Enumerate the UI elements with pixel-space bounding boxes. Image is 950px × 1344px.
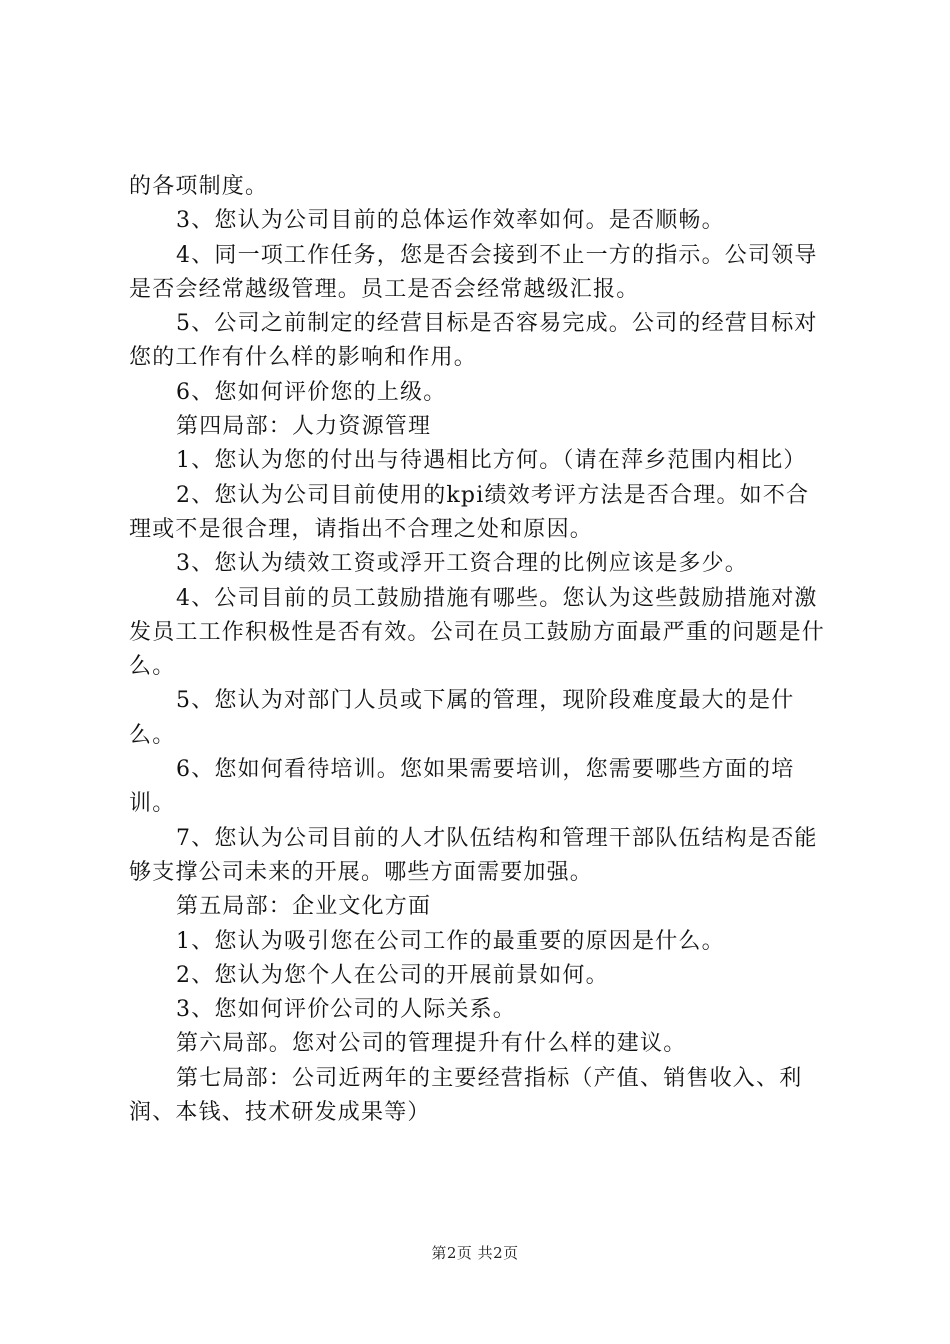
paragraph-item: 5、公司之前制定的经营目标是否容易完成。公司的经营目标对您的工作有什么样的影响和作用。 [129,311,818,371]
paragraph-item: 6、您如何评价您的上级。 [176,379,447,405]
paragraph-item: 2、您认为您个人在公司的开展前景如何。 [176,962,609,988]
paragraph-item: 3、您认为公司目前的总体运作效率如何。是否顺畅。 [176,208,725,234]
section-heading: 第四局部：人力资源管理 [176,414,432,440]
paragraph-item: 1、您认为吸引您在公司工作的最重要的原因是什么。 [176,928,725,954]
paragraph-item: 5、您认为对部门人员或下属的管理，现阶段难度最大的是什么。 [129,688,795,748]
paragraph-continuation: 的各项制度。 [129,174,269,199]
paragraph-item: 4、同一项工作任务，您是否会接到不止一方的指示。公司领导是否会经常越级管理。员工是否会经常越级汇报。 [129,242,818,302]
paragraph-item: 7、您认为公司目前的人才队伍结构和管理干部队伍结构是否能够支撑公司未来的开展。哪些方面需要加强。 [129,825,818,885]
page-footer: 第2页 共2页 [431,1244,519,1262]
paragraph-item: 3、您如何评价公司的人际关系。 [176,997,516,1023]
section-heading: 第七局部：公司近两年的主要经营指标（产值、销售收入、利润、本钱、技术研发成果等） [129,1065,803,1126]
paragraph-item: 2、您认为公司目前使用的kpi绩效考评方法是否合理。如不合理或不是很合理，请指出不合理之处和原因。 [129,482,810,542]
section-heading: 第五局部：企业文化方面 [176,894,432,920]
paragraph-item: 3、您认为绩效工资或浮开工资合理的比例应该是多少。 [176,551,748,577]
paragraph-item: 6、您如何看待培训。您如果需要培训，您需要哪些方面的培训。 [129,757,795,817]
paragraph-item: 4、公司目前的员工鼓励措施有哪些。您认为这些鼓励措施对激发员工工作积极性是否有效。公司在员工鼓励方面最严重的问题是什么。 [129,585,826,680]
paragraph-item: 1、您认为您的付出与待遇相比方何。（请在萍乡范围内相比） [176,448,807,474]
section-heading: 第六局部。您对公司的管理提升有什么样的建议。 [176,1031,687,1057]
document-body [129,170,831,1130]
